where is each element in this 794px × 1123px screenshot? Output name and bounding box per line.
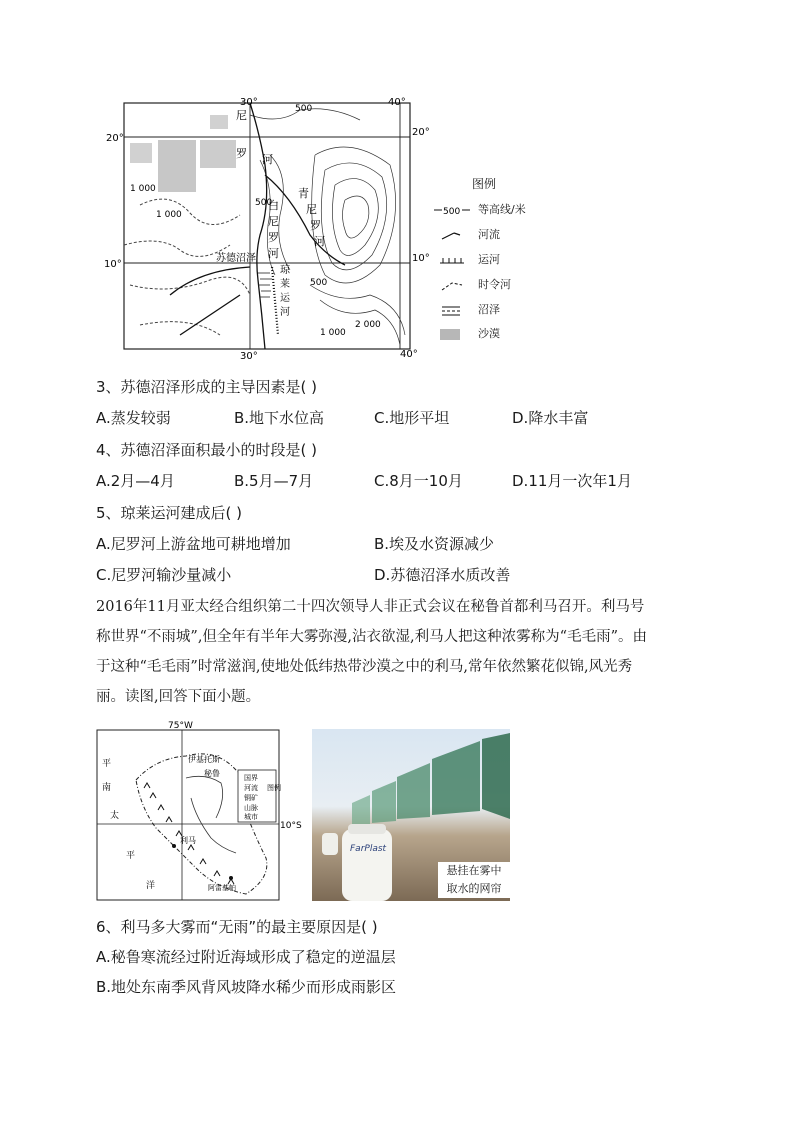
- q5-option-a[interactable]: A.尼罗河上游盆地可耕地增加: [96, 535, 291, 553]
- svg-text:白: 白: [268, 199, 279, 212]
- svg-text:琼: 琼: [280, 265, 290, 276]
- peru-map: [96, 718, 302, 903]
- river-icon: [434, 229, 470, 241]
- svg-text:罗: 罗: [236, 147, 247, 160]
- svg-text:城市: 城市: [244, 813, 258, 821]
- svg-text:阿雷基帕: 阿雷基帕: [208, 884, 236, 892]
- lima-passage: [96, 592, 696, 712]
- svg-text:河: 河: [268, 247, 279, 260]
- passage-line: 丽。读图,回答下面小题。: [96, 689, 261, 705]
- svg-text:500: 500: [310, 278, 328, 288]
- svg-text:秘鲁: 秘鲁: [204, 769, 220, 778]
- svg-text:铜矿: 铜矿: [244, 794, 258, 802]
- svg-text:2 000: 2 000: [355, 320, 381, 330]
- svg-text:1 000: 1 000: [130, 184, 156, 194]
- legend-river: 河流: [434, 228, 500, 242]
- legend-contour: 500 等高线/米: [434, 203, 526, 217]
- svg-text:罗: 罗: [310, 219, 321, 232]
- q5-option-b[interactable]: B.埃及水资源减少: [374, 535, 495, 553]
- svg-text:山脉: 山脉: [244, 804, 258, 812]
- contour-line-icon: [434, 204, 470, 216]
- q3-option-d[interactable]: D.降水丰富: [512, 409, 589, 427]
- legend-seasonal-river: 时令河: [434, 278, 511, 292]
- arequipa-city-dot: [229, 876, 233, 880]
- lima-city-dot: [172, 844, 176, 848]
- svg-text:20°: 20°: [106, 133, 124, 144]
- svg-text:河: 河: [314, 235, 325, 248]
- question-3-stem: 3、苏德沼泽形成的主导因素是( ): [96, 378, 318, 396]
- svg-text:尼: 尼: [306, 203, 317, 216]
- question-6-stem: 6、利马多大雾而“无雨”的最主要原因是( ): [96, 918, 378, 936]
- svg-text:10°: 10°: [412, 253, 430, 264]
- svg-text:30°: 30°: [240, 351, 258, 360]
- svg-text:国界: 国界: [244, 774, 258, 782]
- q4-option-a[interactable]: A.2月—4月: [96, 472, 175, 490]
- svg-text:罗: 罗: [268, 231, 279, 244]
- legend-canal: 运河: [434, 253, 500, 267]
- water-tank: [342, 829, 392, 901]
- svg-text:40°: 40°: [400, 349, 418, 360]
- svg-text:伊基托斯: 伊基托斯: [188, 755, 220, 764]
- svg-text:30°: 30°: [240, 97, 258, 108]
- svg-text:太: 太: [110, 811, 120, 821]
- svg-text:40°: 40°: [388, 97, 406, 108]
- svg-text:20°: 20°: [412, 127, 430, 138]
- svg-text:500: 500: [295, 104, 313, 114]
- svg-text:洋: 洋: [146, 881, 156, 891]
- q4-option-b[interactable]: B.5月—7月: [234, 472, 314, 490]
- passage-line: 称世界“不雨城”,但全年有半年大雾弥漫,沾衣欲湿,利马人把这种浓雾称为“毛毛雨”。由: [96, 629, 647, 645]
- question-5-stem: 5、琼莱运河建成后( ): [96, 504, 243, 522]
- svg-text:莱: 莱: [280, 279, 290, 290]
- seasonal-river-icon: [434, 279, 470, 291]
- svg-text:平: 平: [126, 851, 136, 861]
- svg-text:尼: 尼: [268, 215, 279, 228]
- svg-text:FarPlast: FarPlast: [350, 844, 387, 854]
- map1-legend-title: 图例: [472, 177, 497, 191]
- svg-text:尼: 尼: [236, 109, 247, 122]
- q4-option-c[interactable]: C.8月一10月: [374, 472, 463, 490]
- svg-text:利马: 利马: [180, 836, 196, 845]
- q4-option-d[interactable]: D.11月一次年1月: [512, 472, 632, 490]
- svg-text:青: 青: [298, 187, 309, 200]
- svg-text:1 000: 1 000: [320, 328, 346, 338]
- canal-icon: [434, 254, 470, 266]
- svg-text:河: 河: [262, 153, 273, 166]
- sudd-topographic-map: [100, 95, 430, 360]
- q6-option-a[interactable]: A.秘鲁寒流经过附近海域形成了稳定的逆温层: [96, 948, 396, 966]
- svg-text:苏德沼泽: 苏德沼泽: [216, 253, 256, 264]
- svg-text:平: 平: [102, 759, 112, 769]
- svg-text:图例: 图例: [267, 784, 281, 792]
- svg-text:河: 河: [280, 307, 290, 318]
- legend-swamp: 沼泽: [434, 303, 500, 317]
- svg-text:10°: 10°: [104, 259, 122, 270]
- photo-caption: 悬挂在雾中 取水的网帘: [438, 862, 510, 898]
- svg-text:1 000: 1 000: [156, 210, 182, 220]
- q3-option-a[interactable]: A.蒸发较弱: [96, 409, 171, 427]
- passage-line: 于这种“毛毛雨”时常滋润,使地处低纬热带沙漠之中的利马,常年依然繁花似锦,风光秀: [96, 659, 633, 675]
- q3-option-c[interactable]: C.地形平坦: [374, 409, 450, 427]
- svg-text:500: 500: [255, 198, 273, 208]
- q3-option-b[interactable]: B.地下水位高: [234, 409, 325, 427]
- svg-text:运: 运: [280, 293, 290, 304]
- swamp-icon: [434, 304, 470, 316]
- q5-option-d[interactable]: D.苏德沼泽水质改善: [374, 566, 511, 584]
- svg-text:500: 500: [443, 207, 461, 216]
- svg-text:南: 南: [102, 783, 112, 793]
- svg-text:75°W: 75°W: [168, 721, 193, 731]
- desert-icon: [434, 328, 470, 340]
- q5-option-c[interactable]: C.尼罗河输沙量减小: [96, 566, 232, 584]
- passage-line: 2016年11月亚太经合组织第二十四次领导人非正式会议在秘鲁首都利马召开。利马号: [96, 599, 645, 615]
- question-4-stem: 4、苏德沼泽面积最小的时段是( ): [96, 441, 318, 459]
- svg-text:10°S: 10°S: [280, 821, 302, 831]
- legend-desert: 沙漠: [434, 327, 500, 341]
- q6-option-b[interactable]: B.地处东南季风背风坡降水稀少而形成雨影区: [96, 978, 397, 996]
- svg-text:河流: 河流: [244, 784, 258, 792]
